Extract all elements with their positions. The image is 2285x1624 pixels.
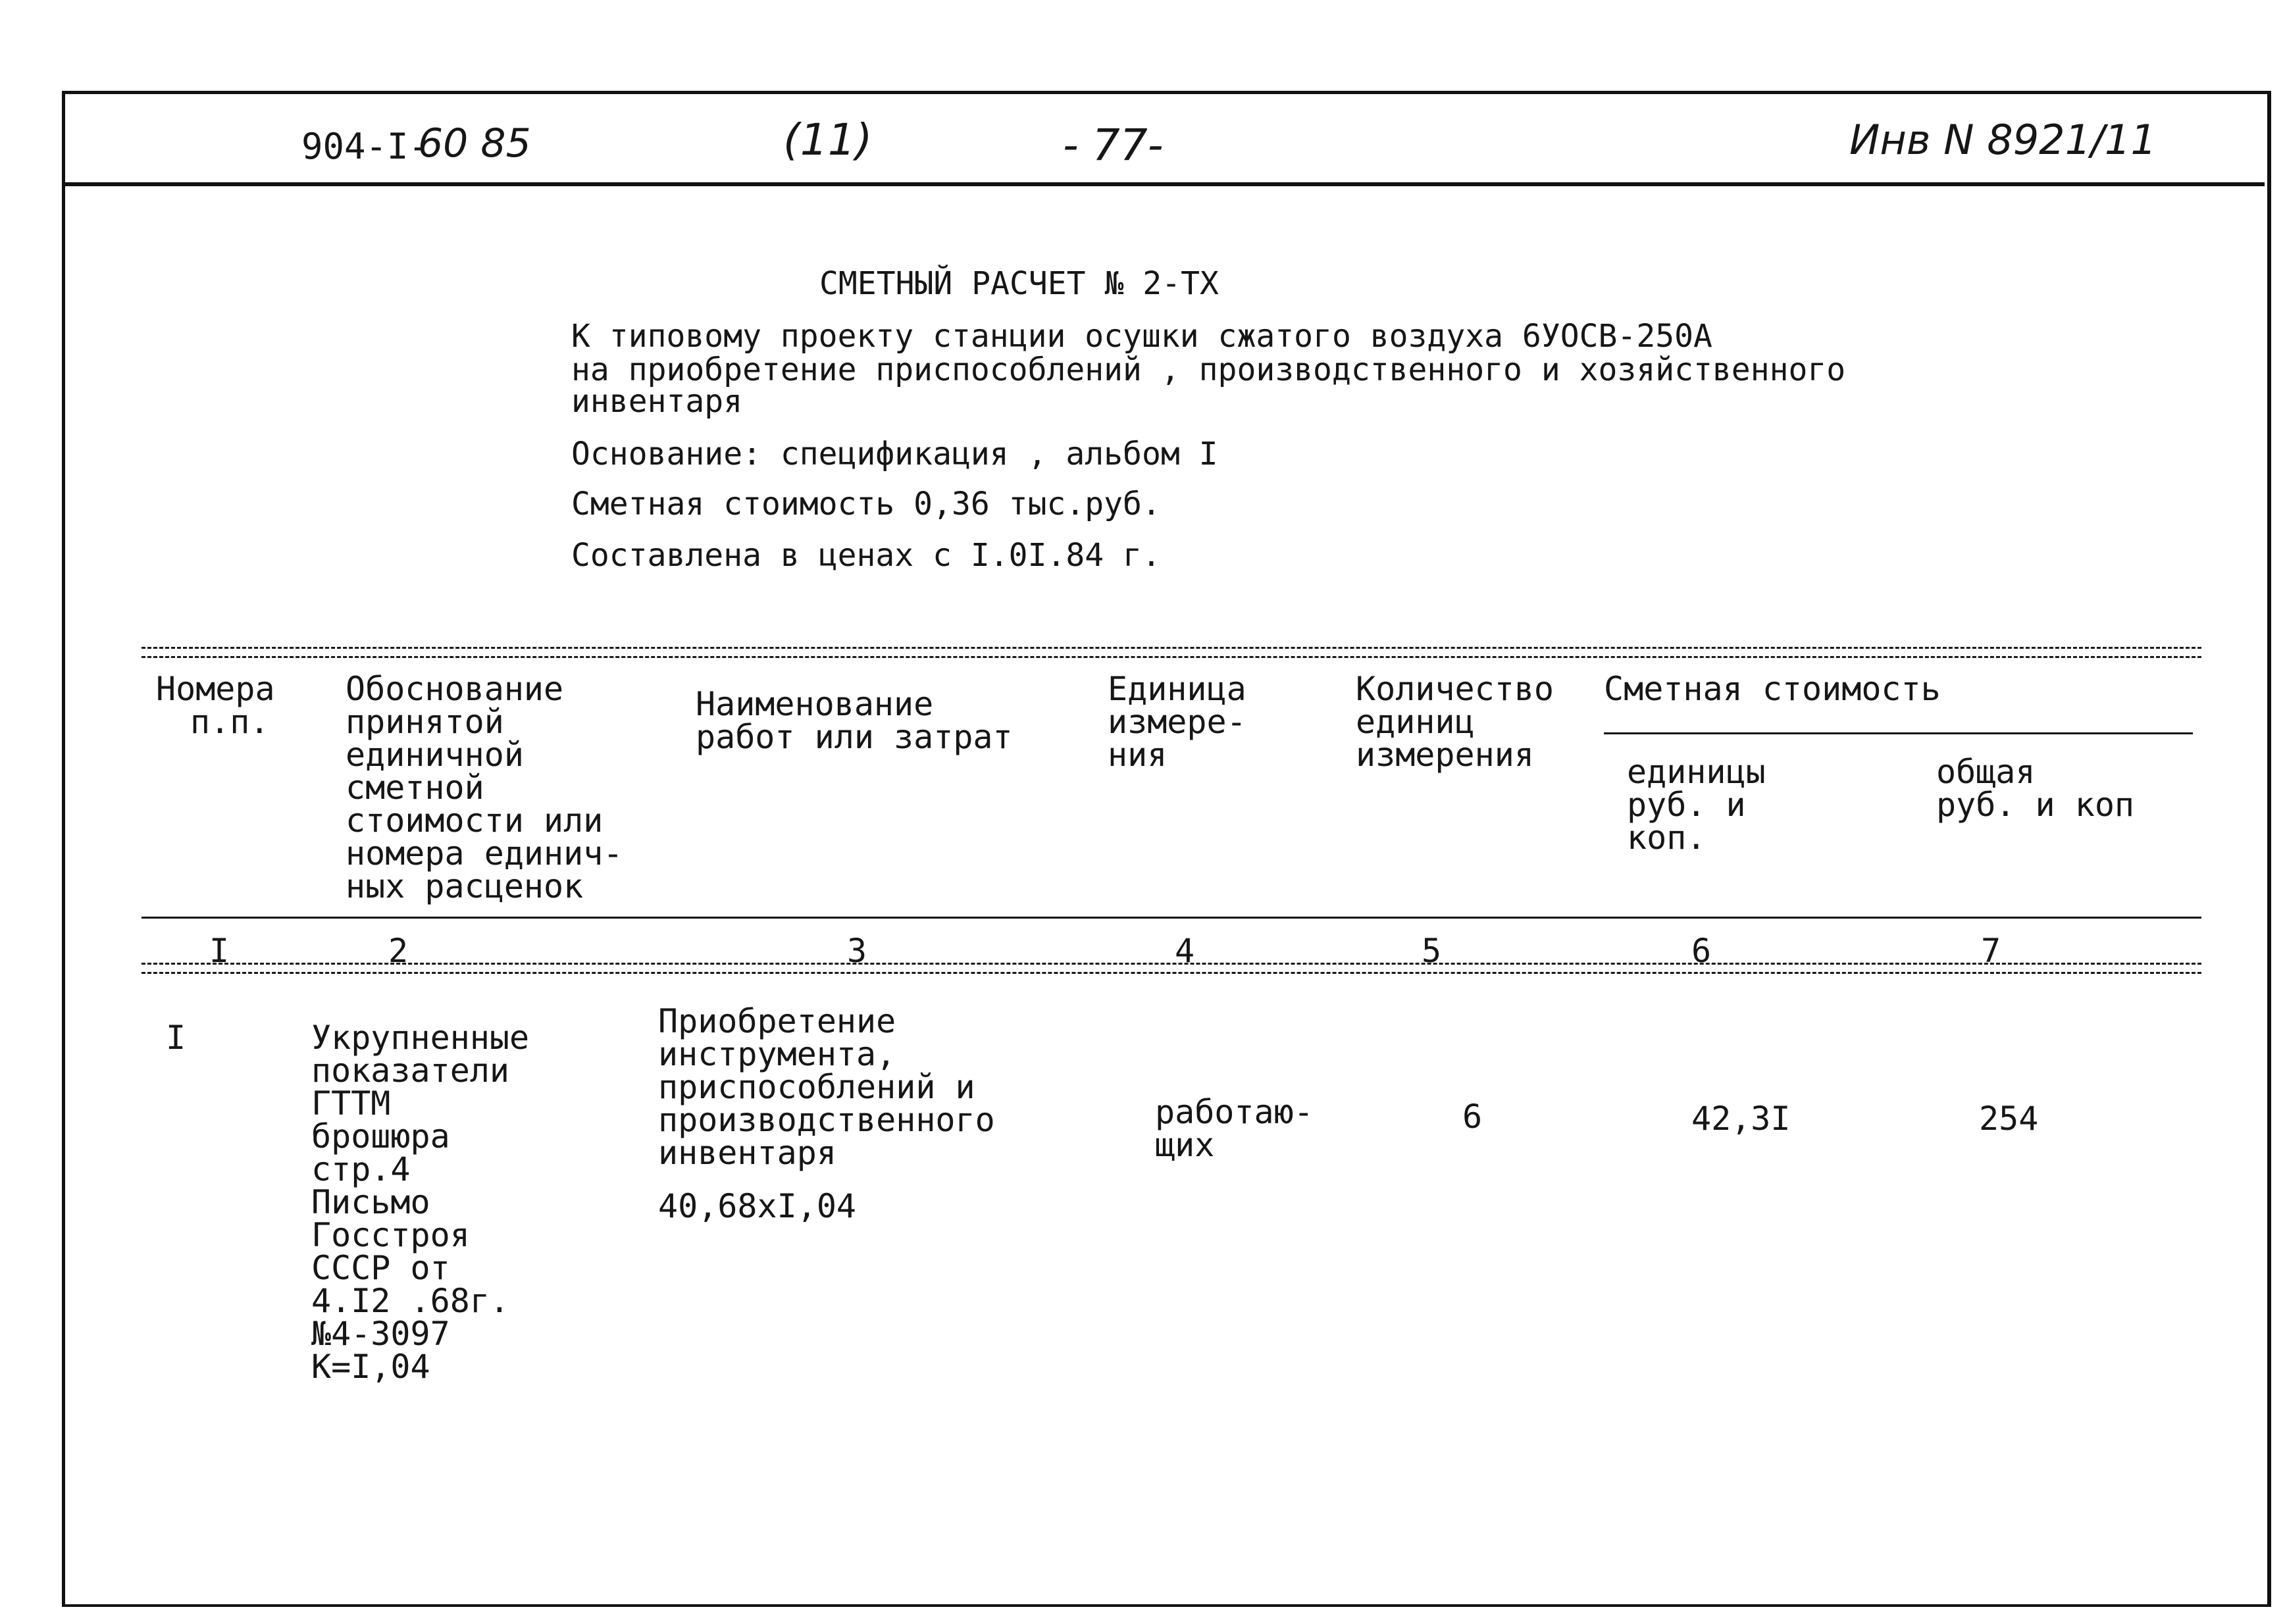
intro-line-3: инвентаря xyxy=(571,383,743,420)
row-1-formula: 40,68хI,04 xyxy=(658,1187,857,1225)
doc-code-printed: 904-I- xyxy=(301,126,430,167)
header-col-basis: Обоснование принятой единичной сметной стоимости или номера единич- ных расценок xyxy=(346,670,623,905)
doc-code-handwritten: 60 85 xyxy=(418,120,531,166)
row-1-name: Приобретение инструмента, приспособлений и производственного инвентаря xyxy=(658,1002,995,1172)
header-col-unit-cost: единицы руб. и коп. xyxy=(1627,753,1766,857)
column-number-4: 4 xyxy=(1175,932,1195,970)
column-numbers-top-rule xyxy=(141,917,2201,919)
column-number-1: I xyxy=(209,932,230,970)
document-title: СМЕТНЫЙ РАСЧЕТ № 2-ТХ xyxy=(819,265,1219,302)
header-col-quantity: Количество единиц измерения xyxy=(1356,670,1554,774)
estimated-cost-line: Сметная стоимость 0,36 тыс.руб. xyxy=(571,486,1161,522)
inventory-number: Инв N 8921/11 xyxy=(1849,116,2157,164)
row-1-total-cost: 254 xyxy=(1979,1100,2039,1138)
header-col-number: Номера п.п. xyxy=(156,670,275,741)
column-number-2: 2 xyxy=(388,932,409,970)
row-1-unit-cost: 42,3I xyxy=(1691,1100,1791,1138)
column-number-3: 3 xyxy=(847,932,867,970)
price-basis-line: Составлена в ценах с I.0I.84 г. xyxy=(571,537,1161,574)
header-col-estimated-cost: Сметная стоимость xyxy=(1604,670,1941,708)
page-number: - 77- xyxy=(1063,120,1164,170)
header-col-total-cost: общая руб. и коп xyxy=(1936,753,2135,824)
column-number-5: 5 xyxy=(1422,932,1442,970)
sheet-number: (11) xyxy=(783,114,873,165)
column-numbers-bottom-border xyxy=(141,963,2201,974)
intro-line-1: К типовому проекту станции осушки сжатого воздуха 6УОСВ-250А xyxy=(571,318,1712,355)
header-divider xyxy=(65,182,2265,186)
intro-line-2: на приобретение приспособлений , производственного и хозяйственного xyxy=(571,351,1846,388)
header-col-unit: Единица измере- ния xyxy=(1108,670,1246,774)
row-1-number: I xyxy=(166,1019,186,1057)
row-1-quantity: 6 xyxy=(1462,1098,1483,1136)
header-col-name: Наименование работ или затрат xyxy=(696,685,1013,756)
row-1-basis: Укрупненные показатели ГТТМ брошюра стр.4 Письмо Госстроя СССР от 4.I2 .68г. №4-3097 К=I,04 xyxy=(311,1019,530,1386)
column-number-6: 6 xyxy=(1691,932,1712,970)
estimated-cost-subdivider xyxy=(1604,732,2193,734)
table-top-border xyxy=(141,647,2201,658)
column-number-7: 7 xyxy=(1981,932,2001,970)
row-1-unit: работаю- щих xyxy=(1155,1093,1314,1164)
basis-line: Основание: спецификация , альбом I xyxy=(571,436,1218,472)
